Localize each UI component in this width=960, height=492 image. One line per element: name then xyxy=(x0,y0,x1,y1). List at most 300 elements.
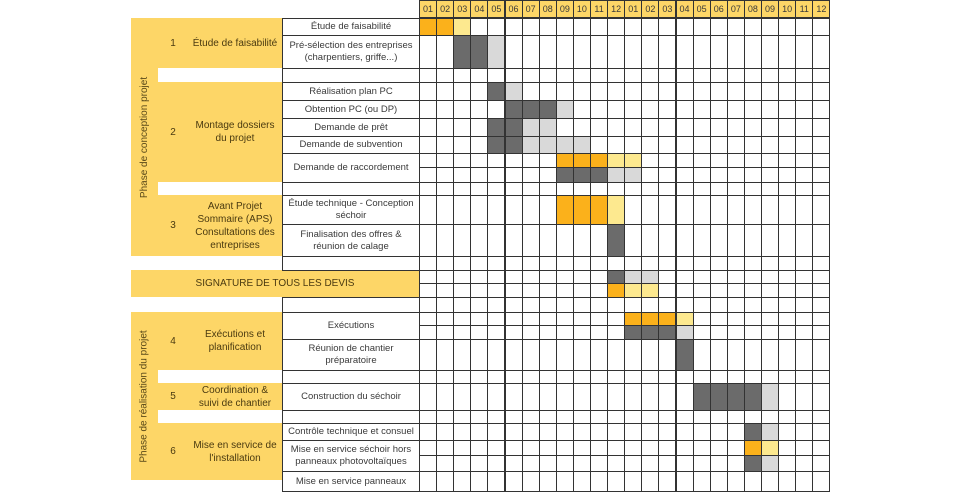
task-13-cell xyxy=(453,455,471,472)
task-7-cell xyxy=(590,195,608,225)
task-6-cell xyxy=(556,153,574,168)
task-label: Réalisation plan PC xyxy=(282,82,420,101)
task-11-cell xyxy=(710,383,728,411)
task-6-cell xyxy=(505,153,523,168)
spacer-cell xyxy=(812,370,830,384)
task-6-cell xyxy=(641,153,659,168)
task-5-cell xyxy=(710,136,728,154)
spacer-cell xyxy=(470,68,488,83)
task-0-cell xyxy=(710,18,728,36)
spacer-cell xyxy=(607,256,625,271)
task-13-cell xyxy=(795,455,813,472)
task-3-cell xyxy=(744,100,762,119)
spacer-cell xyxy=(522,410,540,424)
task-13-cell xyxy=(795,440,813,456)
task-7-cell xyxy=(505,195,523,225)
spacer-cell xyxy=(710,182,728,196)
task-12-cell xyxy=(453,423,471,441)
spacer-cell xyxy=(778,410,796,424)
spacer-cell xyxy=(778,68,796,83)
month-header: 03 xyxy=(658,0,676,18)
task-11-cell xyxy=(470,383,488,411)
task-6-cell xyxy=(658,153,676,168)
spacer-cell xyxy=(522,182,540,196)
task-4-cell xyxy=(624,118,642,137)
spacer-cell xyxy=(573,68,591,83)
milestone-cell xyxy=(505,270,523,284)
task-11-cell xyxy=(676,383,694,411)
milestone-cell xyxy=(556,283,574,298)
milestone-cell xyxy=(641,283,659,298)
task-2-cell xyxy=(744,82,762,101)
task-8-cell xyxy=(607,224,625,257)
spacer-cell xyxy=(658,256,676,271)
task-11-cell xyxy=(727,383,745,411)
task-5-cell xyxy=(590,136,608,154)
spacer-cell xyxy=(727,297,745,313)
spacer-cell xyxy=(624,410,642,424)
milestone-cell xyxy=(624,270,642,284)
task-9-cell xyxy=(522,325,540,340)
task-7-cell xyxy=(693,195,711,225)
task-1-cell xyxy=(436,35,454,69)
spacer-cell xyxy=(676,182,694,196)
spacer-cell xyxy=(522,68,540,83)
task-10-cell xyxy=(419,339,437,371)
task-4-cell xyxy=(453,118,471,137)
task-7-cell xyxy=(573,195,591,225)
task-7-cell xyxy=(761,195,779,225)
task-13-cell xyxy=(419,440,437,456)
spacer-cell xyxy=(453,370,471,384)
task-12-cell xyxy=(522,423,540,441)
spacer-cell xyxy=(761,297,779,313)
task-0-cell xyxy=(778,18,796,36)
task-13-cell xyxy=(744,440,762,456)
month-header: 10 xyxy=(778,0,796,18)
task-9-cell xyxy=(419,325,437,340)
task-13-cell xyxy=(761,455,779,472)
task-14-cell xyxy=(453,471,471,492)
task-5-cell xyxy=(812,136,830,154)
task-9-cell xyxy=(573,325,591,340)
spacer-cell xyxy=(590,182,608,196)
task-0-cell xyxy=(744,18,762,36)
spacer-cell xyxy=(710,256,728,271)
task-5-cell xyxy=(607,136,625,154)
spacer-cell xyxy=(419,68,437,83)
task-7-cell xyxy=(522,195,540,225)
task-14-cell xyxy=(436,471,454,492)
task-1-cell xyxy=(710,35,728,69)
milestone-cell xyxy=(436,270,454,284)
task-2-cell xyxy=(505,82,523,101)
task-4-cell xyxy=(710,118,728,137)
milestone-cell xyxy=(607,270,625,284)
milestone-cell xyxy=(590,283,608,298)
task-9-cell xyxy=(505,312,523,326)
task-13-cell xyxy=(778,455,796,472)
milestone-cell xyxy=(573,283,591,298)
task-6-cell xyxy=(539,167,557,183)
group-5-label: Coordination & suivi de chantier xyxy=(198,384,272,409)
task-10-cell xyxy=(487,339,505,371)
task-label: Obtention PC (ou DP) xyxy=(282,100,420,119)
task-10-cell xyxy=(470,339,488,371)
spacer-cell xyxy=(624,68,642,83)
task-1-cell xyxy=(556,35,574,69)
task-4-cell xyxy=(470,118,488,137)
spacer-row xyxy=(282,182,420,196)
task-1-cell xyxy=(453,35,471,69)
spacer-cell xyxy=(624,256,642,271)
task-7-cell xyxy=(539,195,557,225)
task-13-cell xyxy=(693,455,711,472)
task-9-cell xyxy=(573,312,591,326)
task-4-cell xyxy=(727,118,745,137)
group-1-number: 1 xyxy=(170,37,176,49)
task-5-cell xyxy=(573,136,591,154)
task-12-cell xyxy=(795,423,813,441)
task-8-cell xyxy=(761,224,779,257)
task-9-cell xyxy=(727,325,745,340)
task-10-cell xyxy=(505,339,523,371)
spacer-cell xyxy=(573,297,591,313)
task-0-cell xyxy=(573,18,591,36)
task-11-cell xyxy=(487,383,505,411)
group-3-label: Avant Projet Sommaire (APS) Consultations des entreprises xyxy=(195,200,275,251)
task-6-cell xyxy=(812,167,830,183)
task-5-cell xyxy=(522,136,540,154)
task-2-cell xyxy=(573,82,591,101)
month-header: 04 xyxy=(470,0,488,18)
task-7-cell xyxy=(778,195,796,225)
spacer-cell xyxy=(744,182,762,196)
spacer-cell xyxy=(676,410,694,424)
spacer-cell xyxy=(676,370,694,384)
task-0-cell xyxy=(761,18,779,36)
task-11-cell xyxy=(436,383,454,411)
task-11-cell xyxy=(693,383,711,411)
task-12-cell xyxy=(812,423,830,441)
group-4-label: Exécutions et planification xyxy=(204,329,266,353)
task-10-cell xyxy=(693,339,711,371)
spacer-cell xyxy=(658,410,676,424)
task-12-cell xyxy=(436,423,454,441)
month-header: 08 xyxy=(744,0,762,18)
spacer-cell xyxy=(693,182,711,196)
spacer-cell xyxy=(453,410,471,424)
month-header: 01 xyxy=(624,0,642,18)
phase-conception-band xyxy=(131,18,158,256)
task-3-cell xyxy=(539,100,557,119)
task-1-cell xyxy=(641,35,659,69)
task-9-cell xyxy=(710,312,728,326)
spacer-cell xyxy=(453,68,471,83)
spacer-cell xyxy=(812,297,830,313)
milestone-cell xyxy=(761,283,779,298)
spacer-cell xyxy=(505,410,523,424)
month-header: 02 xyxy=(641,0,659,18)
phase-realisation-label: Phase de réalisation du projet xyxy=(139,329,150,463)
task-1-cell xyxy=(487,35,505,69)
task-4-cell xyxy=(744,118,762,137)
month-header: 09 xyxy=(761,0,779,18)
task-14-cell xyxy=(710,471,728,492)
spacer-cell xyxy=(505,297,523,313)
task-6-cell xyxy=(487,167,505,183)
task-13-cell xyxy=(505,455,523,472)
month-header: 12 xyxy=(812,0,830,18)
milestone-cell xyxy=(607,283,625,298)
task-13-cell xyxy=(453,440,471,456)
task-5-cell xyxy=(676,136,694,154)
spacer-cell xyxy=(744,68,762,83)
task-6-cell xyxy=(453,153,471,168)
spacer-cell xyxy=(727,370,745,384)
task-13-cell xyxy=(470,455,488,472)
milestone-cell xyxy=(624,283,642,298)
spacer-cell xyxy=(761,68,779,83)
spacer-cell xyxy=(812,410,830,424)
task-label: Réunion de chantier préparatoire xyxy=(282,339,420,371)
task-12-cell xyxy=(607,423,625,441)
task-8-cell xyxy=(590,224,608,257)
task-14-cell xyxy=(607,471,625,492)
task-13-cell xyxy=(573,455,591,472)
task-3-cell xyxy=(487,100,505,119)
task-6-cell xyxy=(658,167,676,183)
spacer-cell xyxy=(658,182,676,196)
task-13-cell xyxy=(676,440,694,456)
task-11-cell xyxy=(573,383,591,411)
task-label: Demande de prêt xyxy=(282,118,420,137)
task-13-cell xyxy=(812,440,830,456)
task-3-cell xyxy=(522,100,540,119)
task-9-cell xyxy=(795,312,813,326)
task-label: Pré-sélection des entreprises (charpentiers, griffe...) xyxy=(282,35,420,69)
task-3-cell xyxy=(453,100,471,119)
task-8-cell xyxy=(505,224,523,257)
task-10-cell xyxy=(658,339,676,371)
task-6-cell xyxy=(710,167,728,183)
task-0-cell xyxy=(812,18,830,36)
spacer-cell xyxy=(795,182,813,196)
task-6-cell xyxy=(693,167,711,183)
spacer-cell xyxy=(419,182,437,196)
milestone-cell xyxy=(727,283,745,298)
task-8-cell xyxy=(812,224,830,257)
milestone-cell xyxy=(453,283,471,298)
task-8-cell xyxy=(727,224,745,257)
task-2-cell xyxy=(658,82,676,101)
task-13-cell xyxy=(487,455,505,472)
phase-realisation-band xyxy=(131,312,158,480)
task-9-cell xyxy=(590,312,608,326)
task-12-cell xyxy=(761,423,779,441)
spacer-cell xyxy=(453,256,471,271)
spacer-cell xyxy=(761,256,779,271)
task-8-cell xyxy=(795,224,813,257)
task-7-cell xyxy=(727,195,745,225)
task-0-cell xyxy=(505,18,523,36)
spacer-cell xyxy=(487,182,505,196)
milestone-cell xyxy=(470,270,488,284)
task-2-cell xyxy=(727,82,745,101)
spacer-cell xyxy=(624,370,642,384)
spacer-cell xyxy=(624,297,642,313)
spacer-cell xyxy=(778,370,796,384)
task-6-cell xyxy=(590,167,608,183)
task-1-cell xyxy=(539,35,557,69)
task-11-cell xyxy=(795,383,813,411)
task-10-cell xyxy=(607,339,625,371)
task-11-cell xyxy=(658,383,676,411)
spacer-cell xyxy=(624,182,642,196)
task-3-cell xyxy=(470,100,488,119)
month-header: 05 xyxy=(487,0,505,18)
task-10-cell xyxy=(778,339,796,371)
task-6-cell xyxy=(727,167,745,183)
task-6-cell xyxy=(539,153,557,168)
milestone-cell xyxy=(710,283,728,298)
task-7-cell xyxy=(795,195,813,225)
spacer-cell xyxy=(419,256,437,271)
task-11-cell xyxy=(812,383,830,411)
task-6-cell xyxy=(676,153,694,168)
spacer-row xyxy=(282,297,420,313)
task-5-cell xyxy=(693,136,711,154)
task-9-cell xyxy=(641,312,659,326)
milestone-cell xyxy=(693,270,711,284)
task-3-cell xyxy=(693,100,711,119)
task-6-cell xyxy=(607,153,625,168)
task-5-cell xyxy=(470,136,488,154)
task-4-cell xyxy=(693,118,711,137)
spacer-cell xyxy=(505,256,523,271)
group-2-label: Montage dossiers du projet xyxy=(195,120,275,144)
spacer-cell xyxy=(641,256,659,271)
spacer-cell xyxy=(607,297,625,313)
task-13-cell xyxy=(624,440,642,456)
spacer-cell xyxy=(693,370,711,384)
task-6-cell xyxy=(761,167,779,183)
spacer-cell xyxy=(419,297,437,313)
task-5-cell xyxy=(744,136,762,154)
spacer-cell xyxy=(607,370,625,384)
spacer-cell xyxy=(812,68,830,83)
task-1-cell xyxy=(624,35,642,69)
month-header: 11 xyxy=(590,0,608,18)
task-9-cell xyxy=(607,312,625,326)
task-11-cell xyxy=(539,383,557,411)
task-0-cell xyxy=(556,18,574,36)
task-14-cell xyxy=(539,471,557,492)
task-14-cell xyxy=(573,471,591,492)
spacer-cell xyxy=(539,68,557,83)
spacer-cell xyxy=(539,410,557,424)
milestone-cell xyxy=(727,270,745,284)
task-0-cell xyxy=(436,18,454,36)
task-5-cell xyxy=(436,136,454,154)
task-12-cell xyxy=(641,423,659,441)
task-12-cell xyxy=(539,423,557,441)
phase-conception-label: Phase de conception projet xyxy=(139,76,151,198)
spacer-cell xyxy=(641,410,659,424)
spacer-cell xyxy=(573,370,591,384)
task-1-cell xyxy=(573,35,591,69)
task-2-cell xyxy=(778,82,796,101)
task-3-cell xyxy=(607,100,625,119)
task-12-cell xyxy=(556,423,574,441)
spacer-cell xyxy=(641,182,659,196)
task-2-cell xyxy=(470,82,488,101)
spacer-cell xyxy=(419,410,437,424)
spacer-cell xyxy=(539,297,557,313)
spacer-cell xyxy=(778,182,796,196)
task-12-cell xyxy=(624,423,642,441)
task-label: Demande de subvention xyxy=(282,136,420,154)
task-3-cell xyxy=(676,100,694,119)
task-3-cell xyxy=(778,100,796,119)
task-9-cell xyxy=(453,312,471,326)
task-13-cell xyxy=(744,455,762,472)
task-1-cell xyxy=(744,35,762,69)
task-6-cell xyxy=(453,167,471,183)
task-8-cell xyxy=(744,224,762,257)
task-label: Contrôle technique et consuel xyxy=(282,423,420,441)
milestone-cell xyxy=(539,283,557,298)
task-2-cell xyxy=(812,82,830,101)
spacer-cell xyxy=(573,182,591,196)
spacer-cell xyxy=(522,370,540,384)
task-14-cell xyxy=(795,471,813,492)
task-3-cell xyxy=(641,100,659,119)
task-7-cell xyxy=(624,195,642,225)
milestone-cell xyxy=(676,270,694,284)
spacer-cell xyxy=(470,256,488,271)
task-6-cell xyxy=(761,153,779,168)
task-6-cell xyxy=(607,167,625,183)
spacer-cell xyxy=(795,410,813,424)
task-0-cell xyxy=(419,18,437,36)
milestone-cell xyxy=(710,270,728,284)
task-8-cell xyxy=(693,224,711,257)
spacer-cell xyxy=(487,68,505,83)
task-8-cell xyxy=(658,224,676,257)
spacer-cell xyxy=(795,297,813,313)
task-6-cell xyxy=(795,167,813,183)
task-11-cell xyxy=(624,383,642,411)
milestone-cell xyxy=(812,283,830,298)
task-9-cell xyxy=(556,325,574,340)
task-13-cell xyxy=(624,455,642,472)
spacer-cell xyxy=(641,68,659,83)
spacer-cell xyxy=(727,68,745,83)
task-14-cell xyxy=(744,471,762,492)
task-1-cell xyxy=(693,35,711,69)
task-13-cell xyxy=(505,440,523,456)
task-8-cell xyxy=(419,224,437,257)
task-6-cell xyxy=(470,153,488,168)
task-7-cell xyxy=(470,195,488,225)
task-13-cell xyxy=(436,440,454,456)
task-4-cell xyxy=(419,118,437,137)
task-7-cell xyxy=(453,195,471,225)
task-7-cell xyxy=(812,195,830,225)
spacer-cell xyxy=(658,68,676,83)
spacer-cell xyxy=(539,256,557,271)
